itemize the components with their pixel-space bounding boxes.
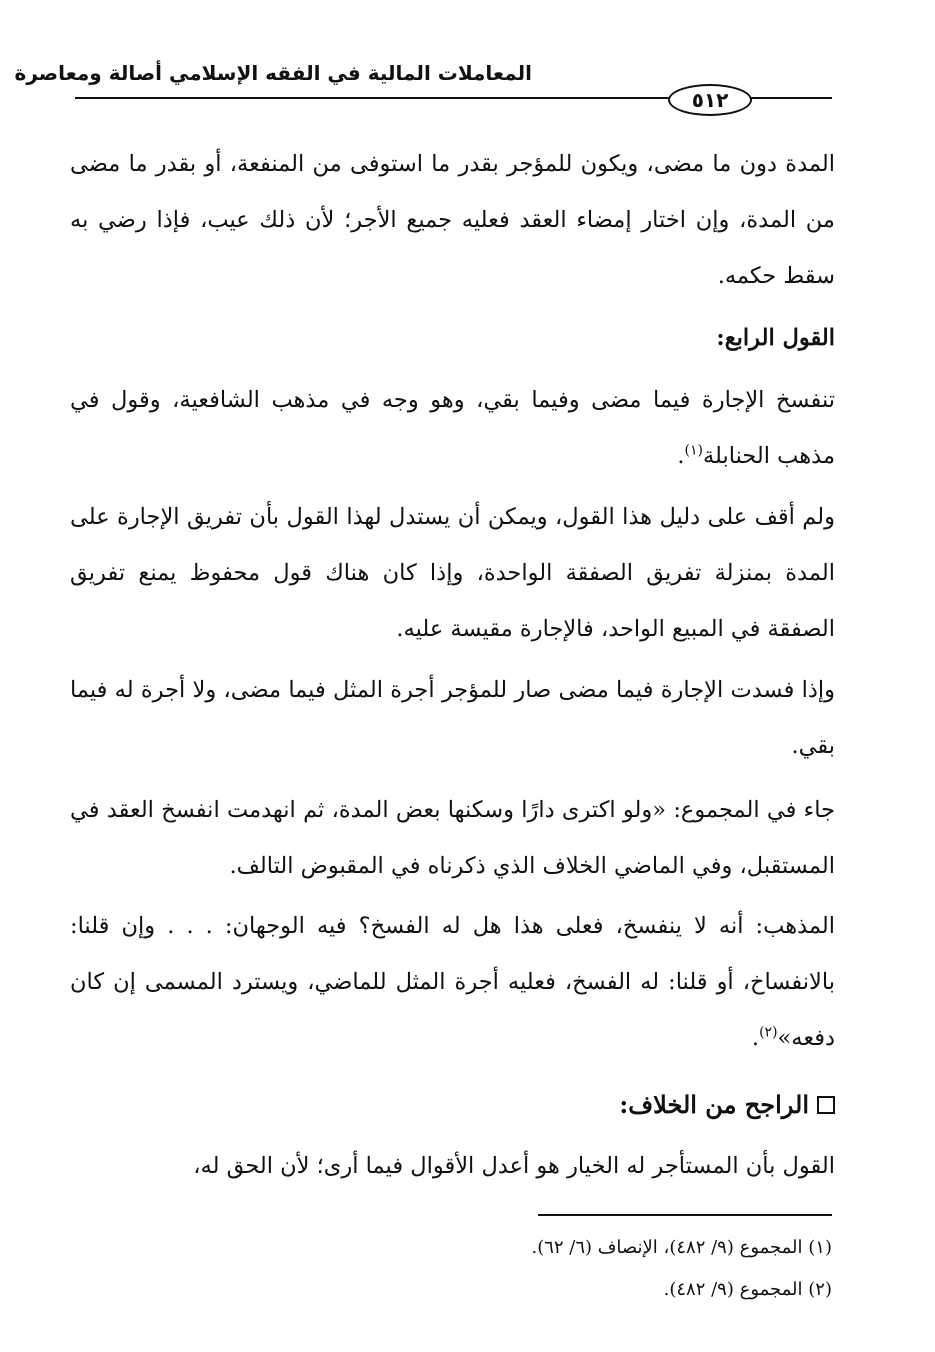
- paragraph-text: القول بأن المستأجر له الخيار هو أعدل الأقوال فيما أرى؛ لأن الحق له،: [193, 1153, 835, 1179]
- paragraph-text: تنفسخ الإجارة فيما مضى وفيما بقي، وهو وجه في مذهب الشافعية، وقول في مذهب الحنابلة: [70, 387, 835, 469]
- footnote-separator: [538, 1214, 832, 1216]
- sentence-end: .: [751, 1025, 760, 1051]
- paragraph: [70, 1138, 865, 1194]
- section-heading: [70, 310, 865, 366]
- paragraph: [70, 489, 865, 657]
- paragraph-text: المذهب: أنه لا ينفسخ، فعلى هذا هل له الفسخ؟ فيه الوجهان: . . . وإن قلنا: بالانفساخ، أو قلنا: له الفسخ، فعليه أجرة المثل للماضي، ويسترد المسمى إن كان دفعه»: [70, 913, 835, 1051]
- footnote-reference: (١): [684, 442, 703, 459]
- square-bullet-icon: [817, 1096, 835, 1114]
- section-heading: [70, 1077, 865, 1133]
- sentence-end: .: [677, 443, 685, 469]
- footnote: (١) المجموع (٩/ ٤٨٢)، الإنصاف (٦/ ٦٢).: [531, 1237, 832, 1258]
- page-number: ٥١٢: [668, 84, 752, 116]
- paragraph: [70, 136, 835, 304]
- paragraph-text: المدة دون ما مضى، ويكون للمؤجر بقدر ما استوفى من المنفعة، أو بقدر ما مضى من المدة، وإن اختار إمضاء العقد فعليه جميع الأجر؛ لأن ذلك عيب، فإذا رضي به سقط حكمه.: [70, 151, 835, 289]
- paragraph: [70, 372, 865, 484]
- footnote: (٢) المجموع (٩/ ٤٨٢).: [663, 1279, 832, 1300]
- footnote-reference: (٢): [759, 1024, 778, 1041]
- quotation-paragraph: [70, 898, 865, 1066]
- paragraph-text: ولم أقف على دليل هذا القول، ويمكن أن يستدل لهذا القول بأن تفريق الإجارة على المدة بمنزلة تفريق الصفقة الواحدة، وإذا كان هناك قول محفوظ يمنع تفريق الصفقة في المبيع الواحد، فالإجارة مقيسة عليه.: [70, 504, 835, 642]
- heading-text: القول الرابع:: [716, 325, 835, 351]
- running-header-title: المعاملات المالية في الفقه الإسلامي أصالة ومعاصرة: [14, 61, 532, 85]
- quotation-paragraph: [70, 782, 865, 894]
- paragraph-text: وإذا فسدت الإجارة فيما مضى صار للمؤجر أجرة المثل فيما مضى، ولا أجرة له فيما بقي.: [70, 677, 835, 759]
- heading-text: الراجح من الخلاف:: [619, 1090, 809, 1119]
- paragraph: [70, 662, 865, 774]
- paragraph-text: جاء في المجموع: «ولو اكترى دارًا وسكنها بعض المدة، ثم انهدمت انفسخ العقد في المستقبل، وفي الماضي الخلاف الذي ذكرناه في المقبوض التالف.: [70, 797, 835, 879]
